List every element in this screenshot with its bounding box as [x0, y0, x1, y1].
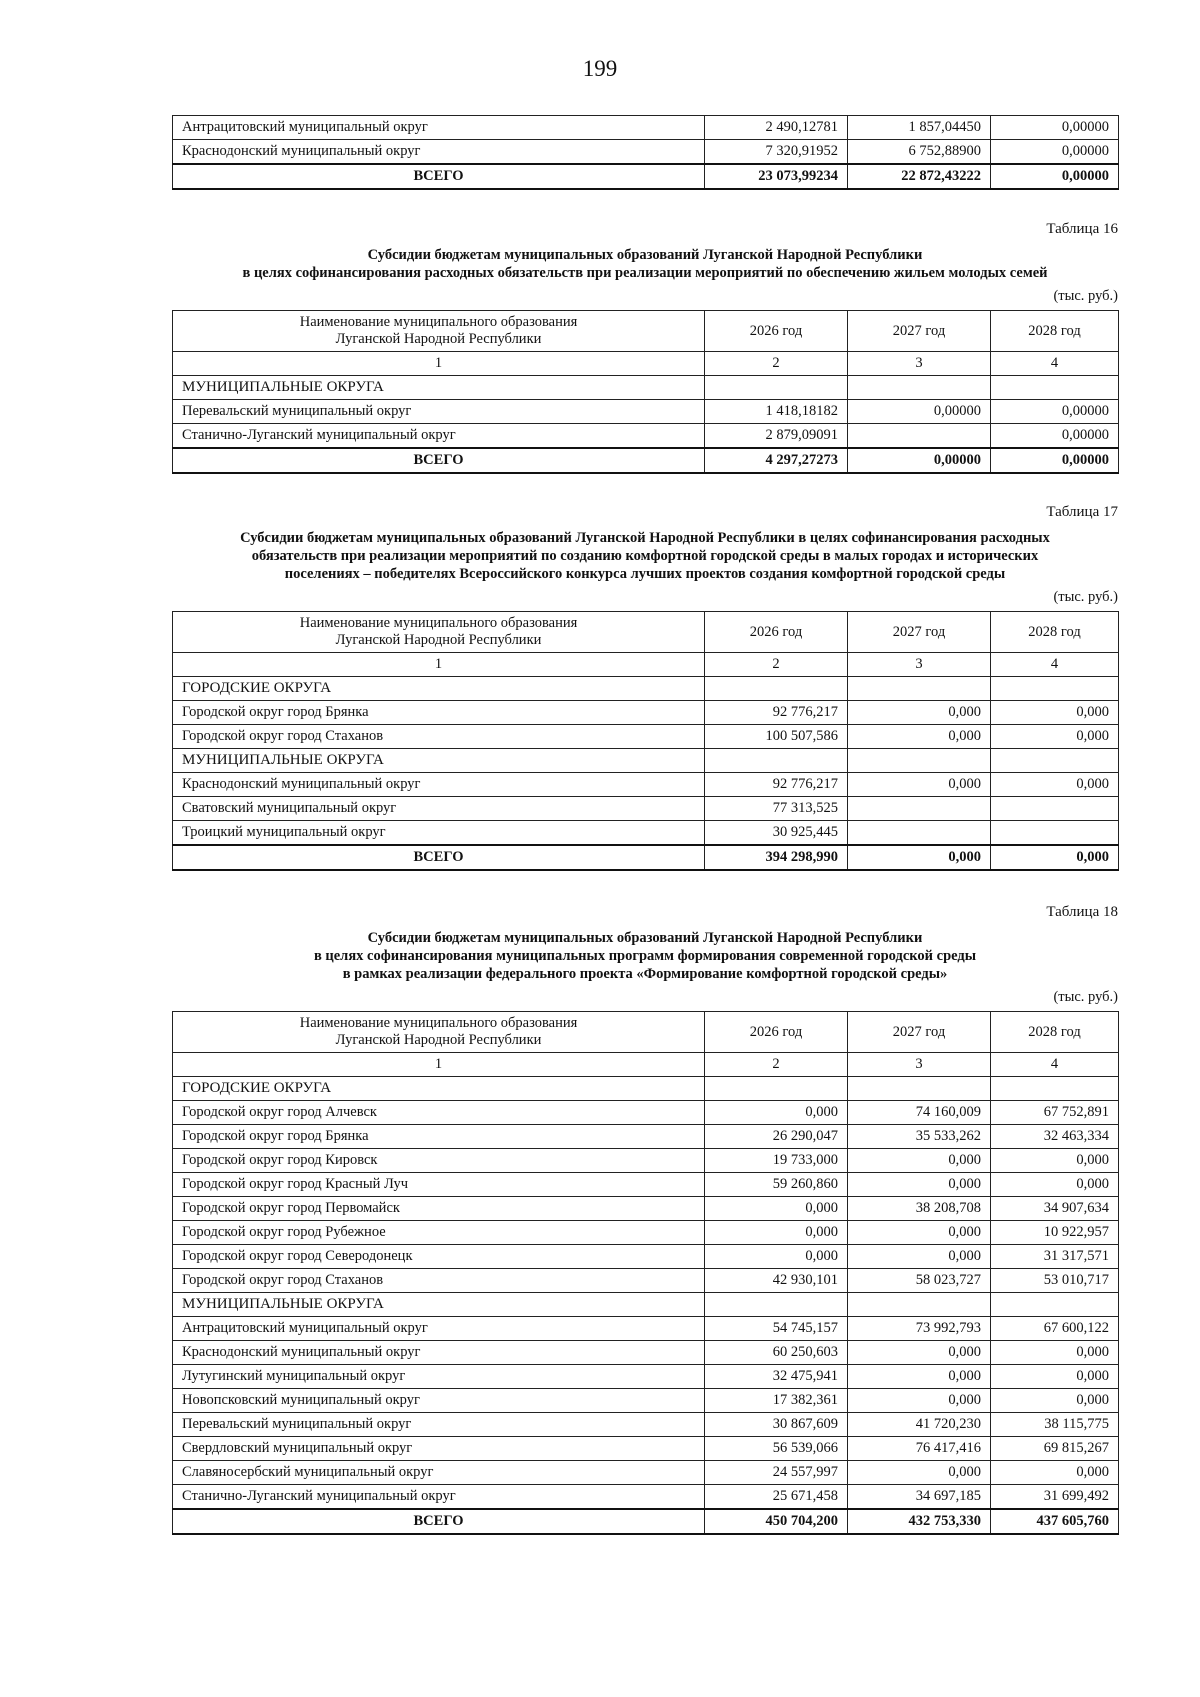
value-2028: 69 815,267 — [991, 1437, 1119, 1461]
empty-cell — [848, 1293, 991, 1317]
value-2028: 10 922,957 — [991, 1221, 1119, 1245]
value-2026: 26 290,047 — [705, 1125, 848, 1149]
municipality-name: Свердловский муниципальный округ — [173, 1437, 705, 1461]
total-row — [173, 1509, 1119, 1534]
value-2026: 2 490,12781 — [705, 116, 848, 140]
table-row — [173, 1101, 1119, 1125]
empty-cell — [705, 1077, 848, 1101]
empty-cell — [848, 749, 991, 773]
table18-label: Таблица 18 — [1046, 904, 1118, 920]
value-2028: 0,000 — [991, 725, 1119, 749]
empty-cell — [848, 376, 991, 400]
table17-units: (тыс. руб.) — [1053, 589, 1118, 605]
municipality-name: Городской округ город Красный Луч — [173, 1173, 705, 1197]
value-2026: 2 879,09091 — [705, 424, 848, 449]
value-2028: 31 699,492 — [991, 1485, 1119, 1510]
column-number: 3 — [848, 352, 991, 376]
table16-units: (тыс. руб.) — [1053, 288, 1118, 304]
table18-units: (тыс. руб.) — [1053, 989, 1118, 1005]
value-2026: 0,000 — [705, 1221, 848, 1245]
value-2026: 19 733,000 — [705, 1149, 848, 1173]
total-2026: 450 704,200 — [705, 1509, 848, 1534]
table17-title — [172, 529, 1118, 583]
table18-title-line: в рамках реализации федерального проекта «Формирование комфортной городской среды» — [342, 966, 948, 982]
table-row — [173, 1125, 1119, 1149]
value-2027: 6 752,88900 — [848, 140, 991, 165]
empty-cell — [991, 376, 1119, 400]
value-2028 — [991, 797, 1119, 821]
value-2026: 54 745,157 — [705, 1317, 848, 1341]
municipality-name: Городской округ город Кировск — [173, 1149, 705, 1173]
value-2027: 1 857,04450 — [848, 116, 991, 140]
empty-cell — [991, 1293, 1119, 1317]
section-title: ГОРОДСКИЕ ОКРУГА — [173, 1077, 705, 1101]
header-row — [173, 1012, 1119, 1053]
table16-label: Таблица 16 — [1046, 221, 1118, 237]
value-2026: 60 250,603 — [705, 1341, 848, 1365]
value-2027: 0,000 — [848, 773, 991, 797]
value-2028: 67 752,891 — [991, 1101, 1119, 1125]
value-2026: 59 260,860 — [705, 1173, 848, 1197]
value-2027: 0,000 — [848, 725, 991, 749]
table-row — [173, 1269, 1119, 1293]
table18-title — [172, 929, 1118, 983]
header-municipality — [173, 311, 705, 352]
value-2026: 77 313,525 — [705, 797, 848, 821]
empty-cell — [705, 1293, 848, 1317]
header-row — [173, 612, 1119, 653]
table-row — [173, 1413, 1119, 1437]
header-line: Луганской Народной Республики — [335, 331, 542, 347]
empty-cell — [991, 1077, 1119, 1101]
value-2028: 0,00000 — [991, 140, 1119, 165]
value-2027: 0,000 — [848, 1149, 991, 1173]
municipality-name: Городской округ город Алчевск — [173, 1101, 705, 1125]
value-2027: 38 208,708 — [848, 1197, 991, 1221]
table-row — [173, 400, 1119, 424]
total-2026: 4 297,27273 — [705, 448, 848, 473]
municipality-name: Антрацитовский муниципальный округ — [173, 1317, 705, 1341]
value-2027: 0,000 — [848, 1461, 991, 1485]
municipality-name: Краснодонский муниципальный округ — [173, 773, 705, 797]
total-2028: 437 605,760 — [991, 1509, 1119, 1534]
value-2027: 41 720,230 — [848, 1413, 991, 1437]
total-2028: 0,00000 — [991, 448, 1119, 473]
page-number: 199 — [582, 56, 618, 81]
value-2028: 0,000 — [991, 773, 1119, 797]
table18-title-line: в целях софинансирования муниципальных программ формирования современной городской среды — [313, 948, 977, 964]
column-number-row — [173, 352, 1119, 376]
header-2026: 2026 год — [705, 612, 848, 653]
header-2026: 2026 год — [705, 1012, 848, 1053]
value-2028 — [991, 821, 1119, 846]
municipality-name: Городской округ город Брянка — [173, 701, 705, 725]
total-label: ВСЕГО — [173, 448, 705, 473]
table16-title-line: Субсидии бюджетам муниципальных образований Луганской Народной Республики — [367, 247, 923, 263]
header-line: Луганской Народной Республики — [335, 1032, 542, 1048]
header-2026: 2026 год — [705, 311, 848, 352]
municipality-name: Перевальский муниципальный округ — [173, 400, 705, 424]
table-row — [173, 1341, 1119, 1365]
value-2026: 42 930,101 — [705, 1269, 848, 1293]
value-2026: 30 867,609 — [705, 1413, 848, 1437]
header-2027: 2027 год — [848, 612, 991, 653]
municipality-name: Славяносербский муниципальный округ — [173, 1461, 705, 1485]
municipality-name: Городской округ город Северодонецк — [173, 1245, 705, 1269]
empty-cell — [848, 677, 991, 701]
total-2027: 22 872,43222 — [848, 164, 991, 189]
value-2028: 0,00000 — [991, 400, 1119, 424]
value-2027: 0,000 — [848, 1365, 991, 1389]
total-row — [173, 448, 1119, 473]
table-row — [173, 1485, 1119, 1510]
table-row — [173, 1317, 1119, 1341]
section-row — [173, 1077, 1119, 1101]
value-2026: 24 557,997 — [705, 1461, 848, 1485]
total-label: ВСЕГО — [173, 845, 705, 870]
municipality-name: Сватовский муниципальный округ — [173, 797, 705, 821]
empty-cell — [991, 749, 1119, 773]
value-2028: 32 463,334 — [991, 1125, 1119, 1149]
table16-title — [172, 246, 1118, 282]
value-2028: 0,000 — [991, 1389, 1119, 1413]
column-number: 4 — [991, 653, 1119, 677]
value-2028: 0,000 — [991, 1341, 1119, 1365]
continued-table-body — [173, 116, 1119, 190]
total-label: ВСЕГО — [173, 1509, 705, 1534]
column-number: 2 — [705, 653, 848, 677]
table-row — [173, 1197, 1119, 1221]
value-2028: 53 010,717 — [991, 1269, 1119, 1293]
municipality-name: Перевальский муниципальный округ — [173, 1413, 705, 1437]
value-2027: 0,000 — [848, 1221, 991, 1245]
empty-cell — [705, 749, 848, 773]
table-row — [173, 140, 1119, 165]
value-2027 — [848, 821, 991, 846]
header-municipality — [173, 612, 705, 653]
value-2027: 74 160,009 — [848, 1101, 991, 1125]
municipality-name: Троицкий муниципальный округ — [173, 821, 705, 846]
table17 — [172, 611, 1119, 871]
municipality-name: Краснодонский муниципальный округ — [173, 1341, 705, 1365]
header-2027: 2027 год — [848, 311, 991, 352]
total-2027: 432 753,330 — [848, 1509, 991, 1534]
table-row — [173, 1461, 1119, 1485]
value-2027: 0,000 — [848, 1173, 991, 1197]
value-2026: 7 320,91952 — [705, 140, 848, 165]
value-2028: 34 907,634 — [991, 1197, 1119, 1221]
table16-title-line: в целях софинансирования расходных обязательств при реализации мероприятий по обеспечению жильем молодых семей — [242, 265, 1048, 281]
empty-cell — [705, 376, 848, 400]
column-number: 2 — [705, 352, 848, 376]
column-number: 3 — [848, 653, 991, 677]
value-2026: 0,000 — [705, 1245, 848, 1269]
municipality-name: Краснодонский муниципальный округ — [173, 140, 705, 165]
section-title: МУНИЦИПАЛЬНЫЕ ОКРУГА — [173, 749, 705, 773]
table-row — [173, 1221, 1119, 1245]
value-2026: 25 671,458 — [705, 1485, 848, 1510]
value-2026: 56 539,066 — [705, 1437, 848, 1461]
value-2028: 0,00000 — [991, 424, 1119, 449]
value-2027: 35 533,262 — [848, 1125, 991, 1149]
table-row — [173, 773, 1119, 797]
section-title: МУНИЦИПАЛЬНЫЕ ОКРУГА — [173, 1293, 705, 1317]
table18 — [172, 1011, 1119, 1535]
value-2028: 38 115,775 — [991, 1413, 1119, 1437]
value-2027: 58 023,727 — [848, 1269, 991, 1293]
value-2026: 92 776,217 — [705, 773, 848, 797]
value-2027 — [848, 797, 991, 821]
total-2027: 0,00000 — [848, 448, 991, 473]
value-2028: 67 600,122 — [991, 1317, 1119, 1341]
table-row — [173, 1245, 1119, 1269]
value-2028: 0,00000 — [991, 116, 1119, 140]
empty-cell — [991, 677, 1119, 701]
value-2028: 0,000 — [991, 701, 1119, 725]
table-row — [173, 1437, 1119, 1461]
section-title: МУНИЦИПАЛЬНЫЕ ОКРУГА — [173, 376, 705, 400]
table-row — [173, 725, 1119, 749]
column-number: 3 — [848, 1053, 991, 1077]
value-2026: 100 507,586 — [705, 725, 848, 749]
value-2028: 31 317,571 — [991, 1245, 1119, 1269]
table-row — [173, 797, 1119, 821]
municipality-name: Городской округ город Рубежное — [173, 1221, 705, 1245]
total-2026: 23 073,99234 — [705, 164, 848, 189]
value-2028: 0,000 — [991, 1461, 1119, 1485]
total-2028: 0,00000 — [991, 164, 1119, 189]
table-row — [173, 701, 1119, 725]
municipality-name: Городской округ город Первомайск — [173, 1197, 705, 1221]
value-2027: 76 417,416 — [848, 1437, 991, 1461]
table-row — [173, 116, 1119, 140]
value-2026: 92 776,217 — [705, 701, 848, 725]
table-row — [173, 1365, 1119, 1389]
section-row — [173, 376, 1119, 400]
column-number: 2 — [705, 1053, 848, 1077]
value-2027: 73 992,793 — [848, 1317, 991, 1341]
header-2028: 2028 год — [991, 612, 1119, 653]
table-row — [173, 424, 1119, 449]
column-number: 1 — [173, 352, 705, 376]
table-row — [173, 821, 1119, 846]
header-line: Наименование муниципального образования — [299, 1015, 578, 1031]
column-number-row — [173, 653, 1119, 677]
value-2026: 30 925,445 — [705, 821, 848, 846]
header-2028: 2028 год — [991, 1012, 1119, 1053]
total-row — [173, 845, 1119, 870]
value-2026: 0,000 — [705, 1101, 848, 1125]
value-2027: 0,000 — [848, 1389, 991, 1413]
municipality-name: Станично-Луганский муниципальный округ — [173, 424, 705, 449]
header-line: Луганской Народной Республики — [335, 632, 542, 648]
table17-title-line: обязательств при реализации мероприятий по созданию комфортной городской среды в малых городах и исторических — [251, 548, 1039, 564]
value-2026: 1 418,18182 — [705, 400, 848, 424]
table-row — [173, 1389, 1119, 1413]
empty-cell — [848, 1077, 991, 1101]
column-number: 4 — [991, 1053, 1119, 1077]
table-row — [173, 1149, 1119, 1173]
municipality-name: Лутугинский муниципальный округ — [173, 1365, 705, 1389]
total-2026: 394 298,990 — [705, 845, 848, 870]
total-2028: 0,000 — [991, 845, 1119, 870]
municipality-name: Городской округ город Брянка — [173, 1125, 705, 1149]
header-2027: 2027 год — [848, 1012, 991, 1053]
value-2026: 17 382,361 — [705, 1389, 848, 1413]
table17-label: Таблица 17 — [1046, 504, 1118, 520]
continued-table — [172, 115, 1119, 190]
value-2028: 0,000 — [991, 1365, 1119, 1389]
value-2026: 32 475,941 — [705, 1365, 848, 1389]
table17-title-line: Субсидии бюджетам муниципальных образований Луганской Народной Республики в целях софинансирования расходных — [240, 530, 1050, 546]
municipality-name: Станично-Луганский муниципальный округ — [173, 1485, 705, 1510]
column-number: 1 — [173, 653, 705, 677]
section-row — [173, 677, 1119, 701]
value-2027: 0,000 — [848, 701, 991, 725]
value-2028: 0,000 — [991, 1149, 1119, 1173]
total-row — [173, 164, 1119, 189]
value-2027: 34 697,185 — [848, 1485, 991, 1510]
section-row — [173, 1293, 1119, 1317]
column-number: 4 — [991, 352, 1119, 376]
table-row — [173, 1173, 1119, 1197]
value-2027: 0,000 — [848, 1245, 991, 1269]
value-2026: 0,000 — [705, 1197, 848, 1221]
table16 — [172, 310, 1119, 474]
municipality-name: Городской округ город Стаханов — [173, 1269, 705, 1293]
header-row — [173, 311, 1119, 352]
section-row — [173, 749, 1119, 773]
total-label: ВСЕГО — [173, 164, 705, 189]
value-2027: 0,00000 — [848, 400, 991, 424]
value-2028: 0,000 — [991, 1173, 1119, 1197]
header-2028: 2028 год — [991, 311, 1119, 352]
table17-title-line: поселениях – победителях Всероссийского конкурса лучших проектов создания комфортной городской среды — [284, 566, 1006, 582]
table18-title-line: Субсидии бюджетам муниципальных образований Луганской Народной Республики — [367, 930, 923, 946]
empty-cell — [705, 677, 848, 701]
total-2027: 0,000 — [848, 845, 991, 870]
column-number: 1 — [173, 1053, 705, 1077]
value-2027: 0,000 — [848, 1341, 991, 1365]
header-line: Наименование муниципального образования — [299, 314, 578, 330]
section-title: ГОРОДСКИЕ ОКРУГА — [173, 677, 705, 701]
municipality-name: Антрацитовский муниципальный округ — [173, 116, 705, 140]
column-number-row — [173, 1053, 1119, 1077]
municipality-name: Новопсковский муниципальный округ — [173, 1389, 705, 1413]
value-2027 — [848, 424, 991, 449]
header-municipality — [173, 1012, 705, 1053]
header-line: Наименование муниципального образования — [299, 615, 578, 631]
municipality-name: Городской округ город Стаханов — [173, 725, 705, 749]
